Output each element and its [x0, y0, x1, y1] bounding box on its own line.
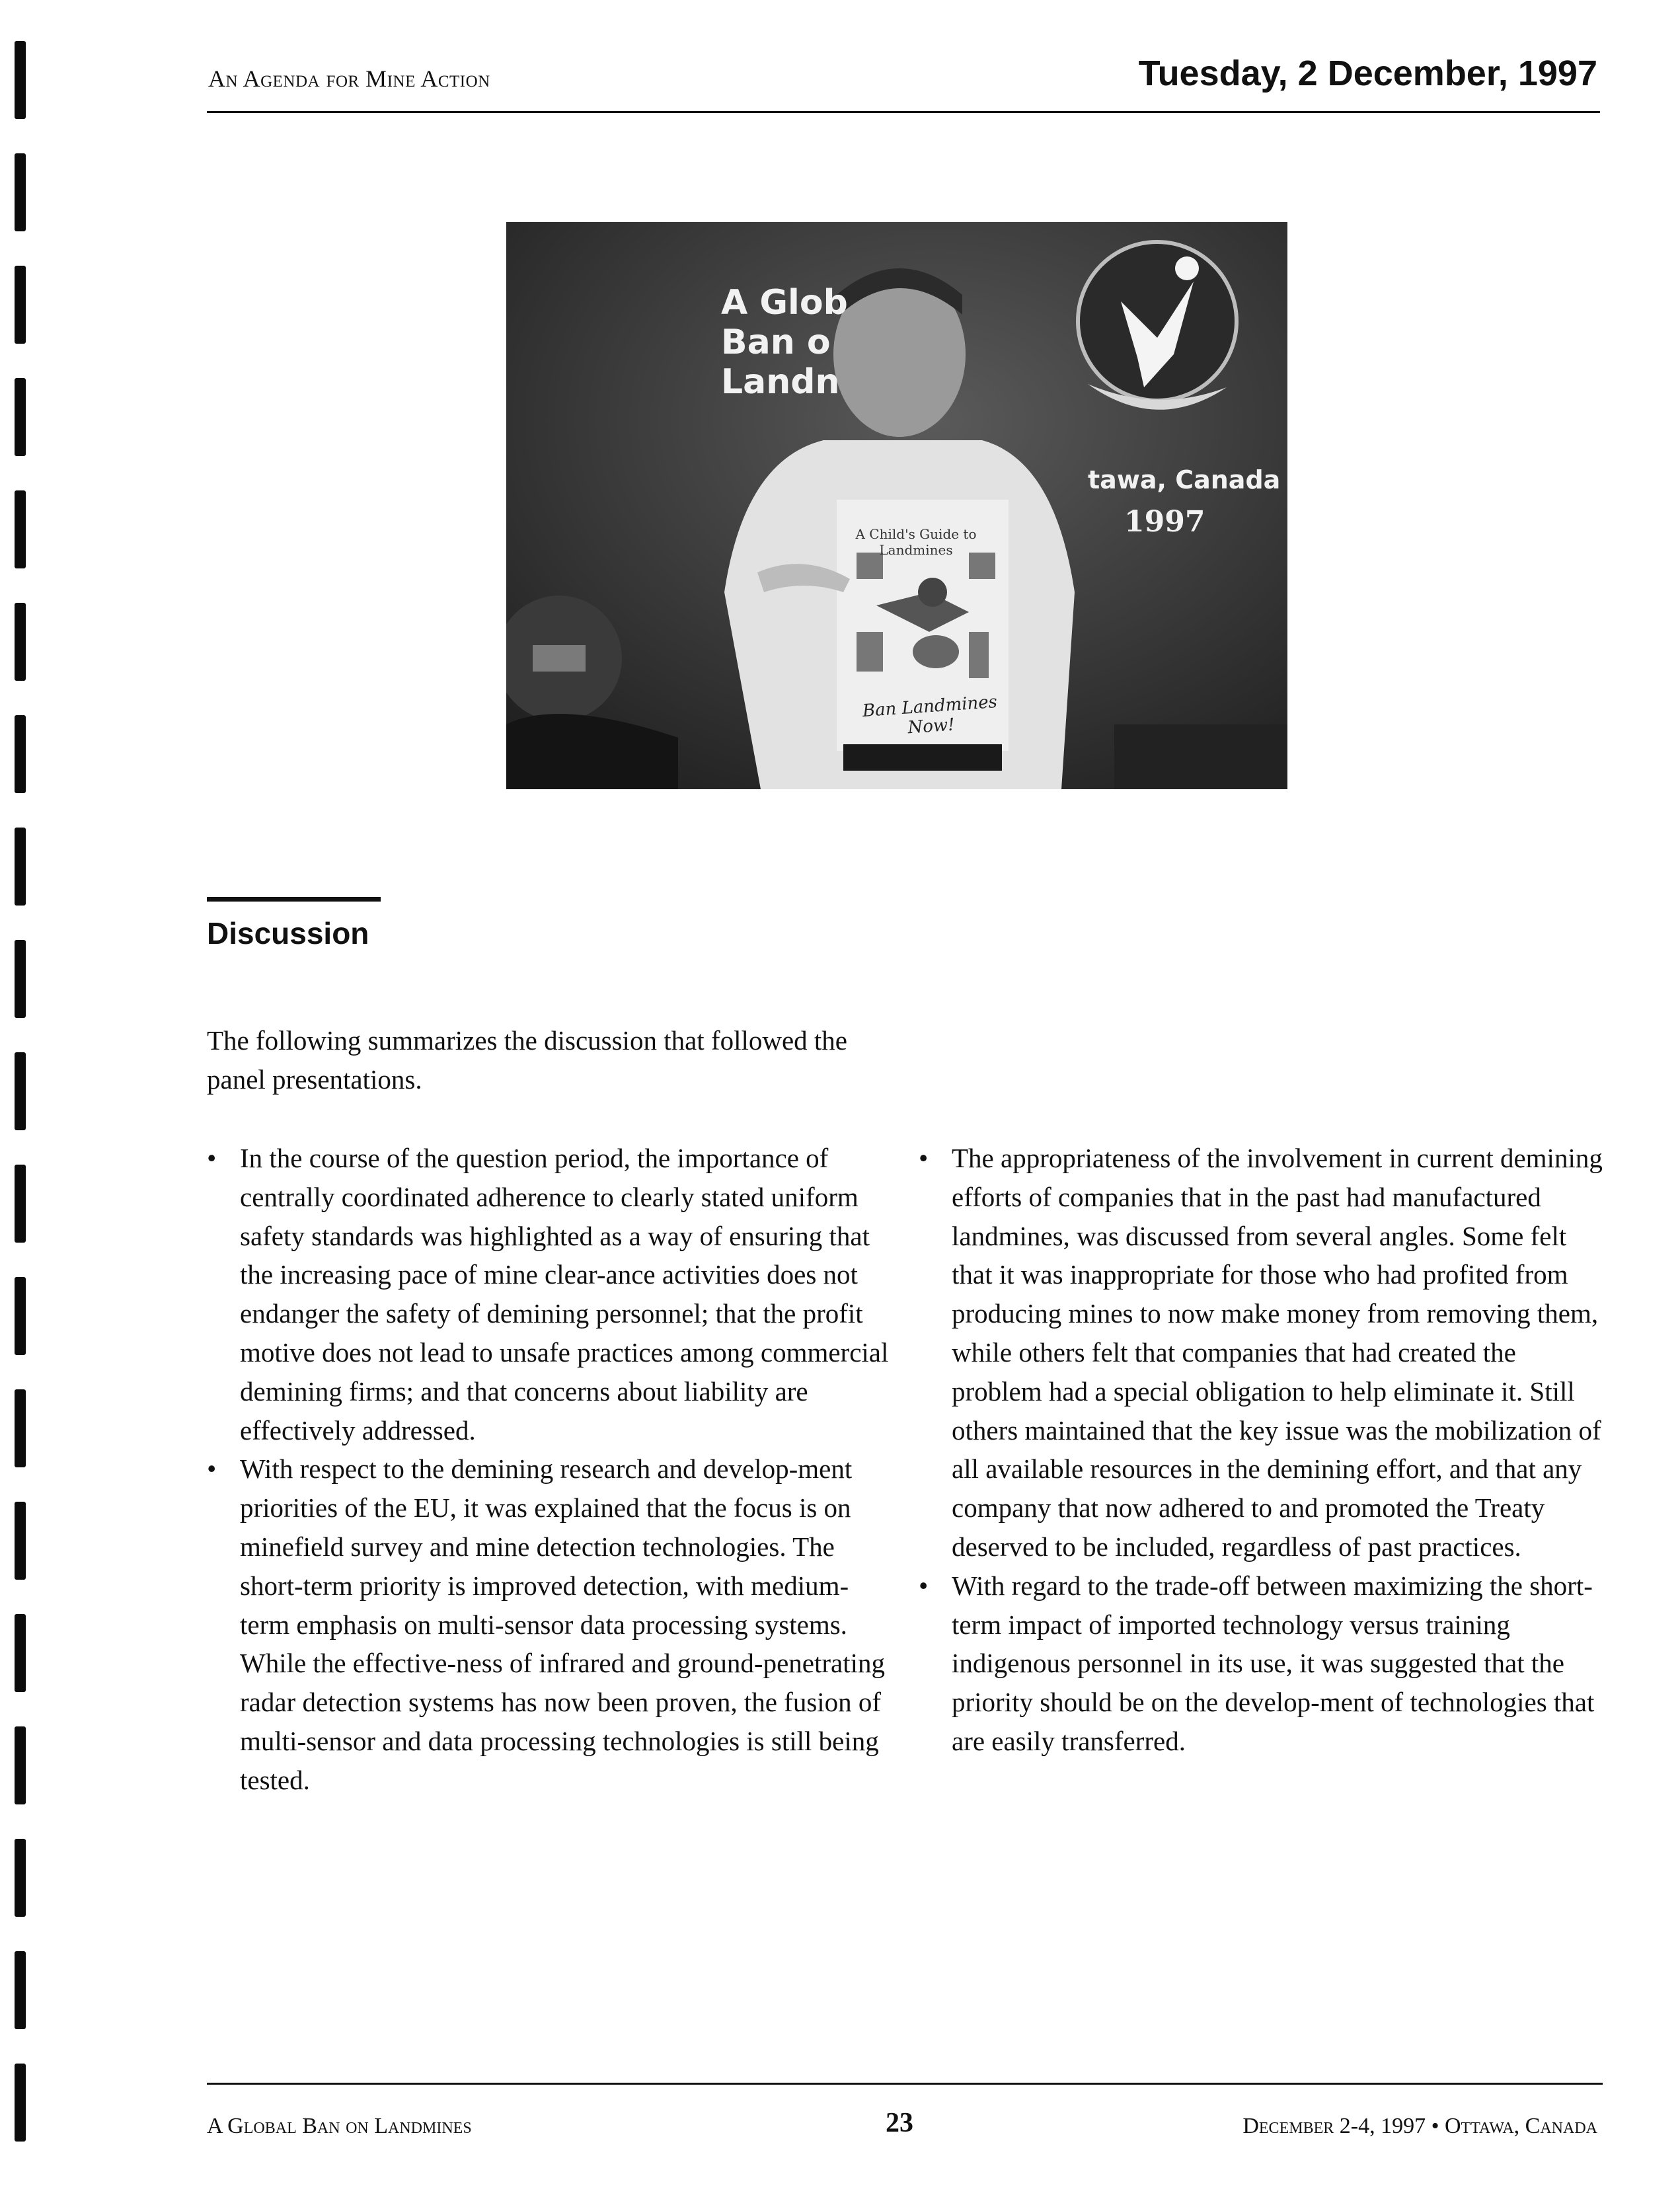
footer-rule — [207, 2083, 1603, 2085]
bullet-list-right — [919, 1139, 1613, 1761]
section-heading: Discussion — [207, 916, 369, 950]
running-header-title: An Agenda for Mine Action — [208, 65, 490, 92]
margin-mark — [15, 1502, 26, 1580]
footer-event: December 2-4, 1997 • Ottawa, Canada — [1242, 2114, 1597, 2138]
margin-mark — [15, 41, 26, 119]
margin-mark — [15, 1052, 26, 1130]
margin-mark — [15, 1951, 26, 2029]
margin-mark — [15, 940, 26, 1018]
margin-mark — [15, 266, 26, 344]
shirt-slogan: Ban Landmines Now! — [862, 691, 998, 738]
intro-paragraph: The following summarizes the discussion that followed the panel presentations. — [207, 1025, 848, 1095]
page-number: 23 — [886, 2108, 913, 2138]
binder-margin-marks — [15, 0, 41, 2203]
banner-location: tawa, Canada — [1088, 465, 1281, 494]
margin-mark — [15, 378, 26, 456]
margin-mark — [15, 828, 26, 906]
margin-mark — [15, 1839, 26, 1917]
margin-mark — [15, 1277, 26, 1355]
section-rule — [207, 897, 381, 902]
margin-mark — [15, 1165, 26, 1243]
list-item: • With respect to the demining research and develop-ment priorities of the EU, it was explained that the focus is on minefield survey and mine detection technologies. The short-term priority is improved detection, with medium-term emphasis on multi-sensor data processing systems. While the effective-ness of infrared and ground-penetrating radar detection systems has now been proven, the fusion of multi-sensor and data processing technologies is still being tested. — [207, 1449, 894, 1799]
margin-mark — [15, 603, 26, 681]
shirt-caption: A Child's Guide to Landmines — [855, 526, 977, 558]
margin-mark — [15, 1614, 26, 1692]
margin-mark — [15, 715, 26, 793]
header-rule — [207, 111, 1600, 113]
margin-mark — [15, 2064, 26, 2142]
bullet-list-left — [207, 1139, 894, 1800]
banner-text: A Glob Ban o Landn — [721, 283, 848, 402]
banner-year: 1997 — [1124, 505, 1205, 539]
margin-mark — [15, 1726, 26, 1804]
speaker-photo — [506, 222, 1287, 789]
running-header-date: Tuesday, 2 December, 1997 — [1138, 54, 1597, 93]
margin-mark — [15, 490, 26, 568]
footer-publication: A Global Ban on Landmines — [207, 2114, 472, 2138]
list-item: • The appropriateness of the involvement in current demining efforts of companies that in the past had manufactured landmines, was discussed from several angles. Some felt that it was inappropriate for those who had profited from producing mines to now make money from removing them, while others felt that companies that had created the problem had a special obligation to help eliminate it. Still others maintained that the key issue was the mobilization of all available resources in the demining effort, and that any company that now adhered to and promoted the Treaty deserved to be included, regardless of past practices. — [919, 1139, 1613, 1566]
list-item: • With regard to the trade-off between maximizing the short-term impact of imported technology versus training indigenous personnel in its use, it was suggested that the priority should be on the develop-ment of technologies that are easily transferred. — [919, 1566, 1613, 1761]
list-item: • In the course of the question period, the importance of centrally coordinated adherence to clearly stated uniform safety standards was highlighted as a way of ensuring that the increasing pace of mine clear-ance activities does not endanger the safety of demining personnel; that the profit motive does not lead to unsafe practices among commercial demining firms; and that concerns about liability are effectively addressed. — [207, 1139, 894, 1449]
margin-mark — [15, 153, 26, 231]
margin-mark — [15, 1389, 26, 1467]
